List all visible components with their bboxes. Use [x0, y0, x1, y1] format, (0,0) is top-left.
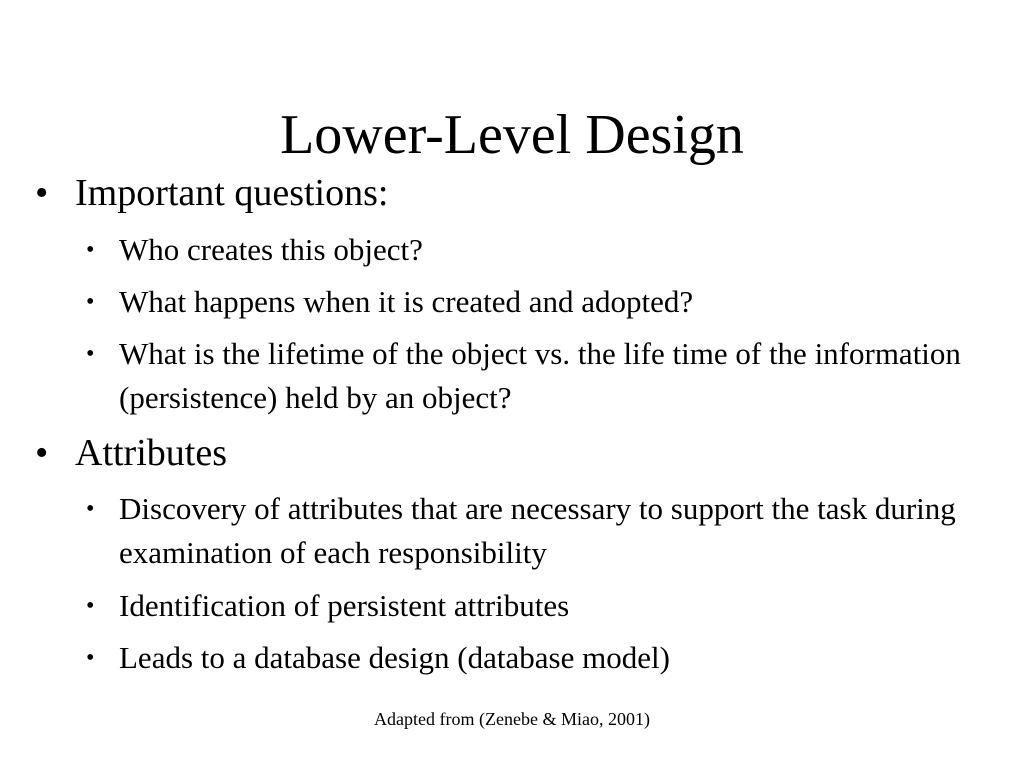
sub-bullet-marker: •: [86, 496, 95, 522]
bullet-marker: •: [35, 172, 49, 214]
bullet-text: Important questions:: [75, 172, 389, 214]
bullet-text: Attributes: [75, 432, 227, 474]
sub-bullet-lifetime: [86, 332, 966, 420]
sub-bullet-marker: •: [86, 237, 95, 263]
sub-bullet-database: [86, 636, 966, 680]
sub-bullet-identification: [86, 584, 966, 628]
sub-bullet-marker: •: [86, 645, 95, 671]
sub-bullet-marker: •: [86, 593, 95, 619]
bullet-important-questions: [35, 171, 388, 215]
bullet-marker: •: [35, 432, 49, 474]
sub-bullet-text: What happens when it is created and adopted?: [119, 284, 694, 319]
sub-bullet-text: Identification of persistent attributes: [119, 588, 570, 623]
sub-bullet-marker: •: [86, 341, 95, 367]
sub-bullet-text: Who creates this object?: [119, 232, 423, 267]
sub-bullet-text: What is the lifetime of the object vs. the life time of the information (persistence) held by an object?: [119, 336, 961, 415]
sub-bullet-who-creates: [86, 228, 966, 272]
sub-bullet-discovery: [86, 487, 966, 575]
bullet-attributes: [35, 431, 227, 475]
source-attribution: Adapted from (Zenebe & Miao, 2001): [374, 709, 650, 729]
sub-bullet-marker: •: [86, 289, 95, 315]
sub-bullet-text: Discovery of attributes that are necessary to support the task during examination of each responsibility: [119, 491, 956, 570]
sub-bullet-text: Leads to a database design (database model): [119, 640, 670, 675]
slide-title: Lower-Level Design: [280, 104, 744, 166]
sub-bullet-what-happens: [86, 280, 966, 324]
